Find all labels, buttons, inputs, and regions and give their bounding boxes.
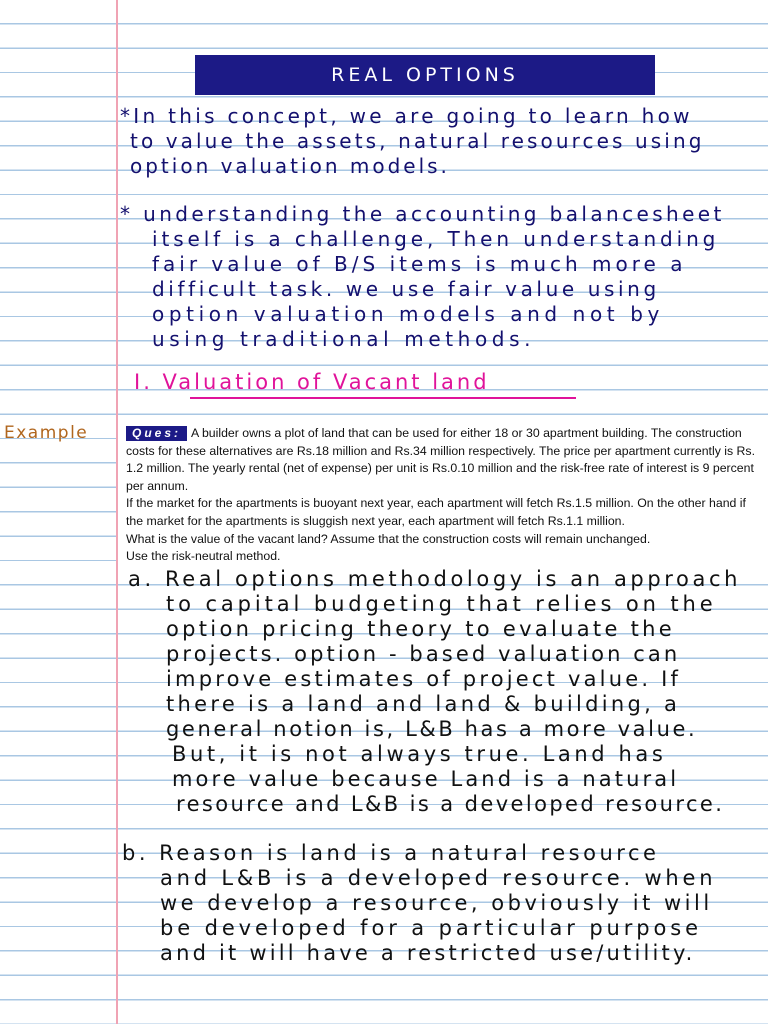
answer-b-line: b. Reason is land is a natural resource	[122, 841, 660, 865]
answer-a-line: improve estimates of project value. If	[166, 667, 682, 691]
note-line: difficult task. we use fair value using	[152, 277, 660, 301]
question-paragraph: If the market for the apartments is buoyant next year, each apartment will fetch Rs.1.5 million. On the other hand if the market for the apartments is sluggish next year, each apartment will fetch Rs.1.1 million.	[126, 496, 746, 528]
answer-b-line: we develop a resource, obviously it will	[160, 891, 713, 915]
intro-line: *In this concept, we are going to learn how	[120, 104, 693, 128]
answer-a-line: resource and L&B is a developed resource.	[176, 792, 725, 816]
intro-line: to value the assets, natural resources using	[130, 129, 705, 153]
answer-a-line: to capital budgeting that relies on the	[166, 592, 717, 616]
question-paragraph: A builder owns a plot of land that can be used for either 18 or 30 apartment building. The construction costs for these alternatives are Rs.18 million and Rs.34 million respectively. The price per apartment currently is Rs. 1.2 million. The yearly rental (net of expense) per unit is Rs.0.10 million and the risk-free rate of interest is 9 percent per annum.	[126, 426, 755, 493]
note-line: * understanding the accounting balancesheet	[120, 202, 725, 226]
note-line: itself is a challenge, Then understanding	[152, 227, 720, 251]
note-line: option valuation models and not by	[152, 302, 664, 326]
example-label: Example	[4, 423, 89, 443]
section-heading-underline	[190, 397, 576, 399]
answer-a-line: a. Real options methodology is an approach	[128, 567, 742, 591]
answer-a-line: general notion is, L&B has a more value.	[166, 717, 698, 741]
answer-a-line: But, it is not always true. Land has	[172, 742, 667, 766]
title-banner	[195, 55, 655, 95]
answer-b-line: be developed for a particular purpose	[160, 916, 702, 940]
answer-b-line: and it will have a restricted use/utility.	[160, 941, 696, 965]
note-line: using traditional methods.	[152, 327, 536, 351]
answer-a-line: there is a land and land & building, a	[166, 692, 681, 716]
answer-b-line: and L&B is a developed resource. when	[160, 866, 717, 890]
answer-a-line: projects. option - based valuation can	[166, 642, 681, 666]
answer-a-line: more value because Land is a natural	[172, 767, 680, 791]
answer-a-line: option pricing theory to evaluate the	[166, 617, 675, 641]
section-heading: I. Valuation of Vacant land	[134, 370, 490, 394]
question-paragraph: Use the risk-neutral method.	[126, 549, 281, 564]
question-paragraph: What is the value of the vacant land? Assume that the construction costs will remain unchanged.	[126, 531, 651, 546]
note-line: fair value of B/S items is much more a	[152, 252, 687, 276]
page-title: REAL OPTIONS	[331, 64, 519, 86]
question-badge: Ques:	[126, 426, 187, 441]
intro-line: option valuation models.	[130, 154, 450, 178]
question-text	[126, 425, 762, 566]
